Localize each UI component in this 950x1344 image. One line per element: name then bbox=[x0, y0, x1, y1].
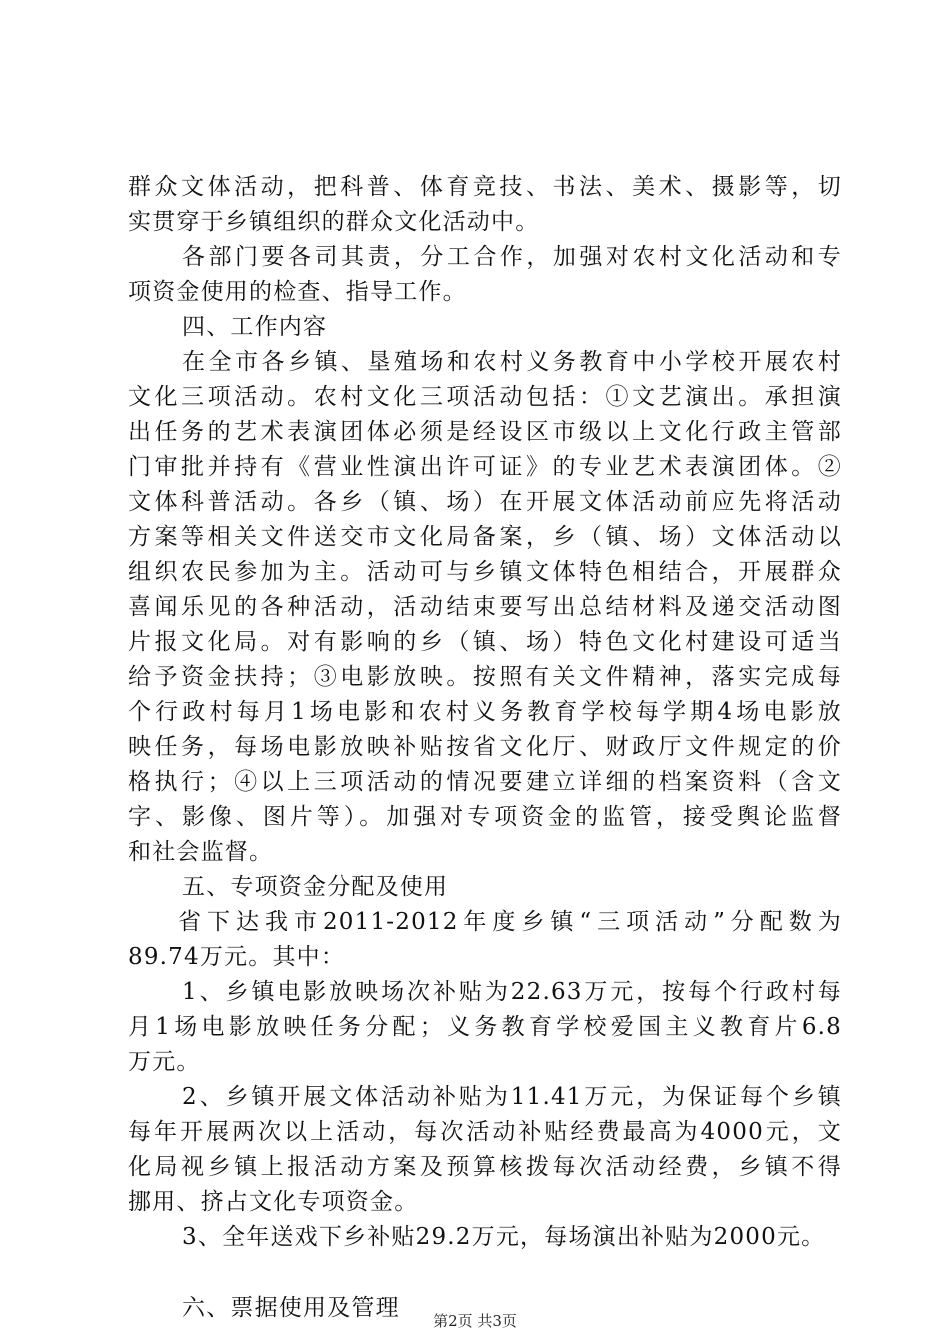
paragraph-line: 每年开展两次以上活动，每次活动补贴经费最高为4000元，文 bbox=[128, 1119, 842, 1145]
document-body bbox=[128, 170, 842, 1326]
paragraph-line: 格执行；④以上三项活动的情况要建立详细的档案资料（含文 bbox=[128, 769, 842, 795]
paragraph-line: 文化三项活动。农村文化三项活动包括：①文艺演出。承担演 bbox=[128, 384, 842, 410]
paragraph-line: 各部门要各司其责，分工合作，加强对农村文化活动和专 bbox=[182, 244, 842, 270]
paragraph-line: 出任务的艺术表演团体必须是经设区市级以上文化行政主管部 bbox=[128, 419, 842, 445]
paragraph-line: 组织农民参加为主。活动可与乡镇文体特色相结合，开展群众 bbox=[128, 559, 842, 585]
section-heading-6: 六、票据使用及管理 bbox=[182, 1295, 400, 1321]
paragraph-line: 映任务，每场电影放映补贴按省文化厅、财政厅文件规定的价 bbox=[128, 734, 842, 760]
section-heading-4: 四、工作内容 bbox=[182, 314, 328, 340]
paragraph-line: 在全市各乡镇、垦殖场和农村义务教育中小学校开展农村 bbox=[182, 349, 842, 375]
paragraph-line: 省下达我市2011-2012年度乡镇“三项活动”分配数为 bbox=[178, 909, 842, 935]
paragraph-line: 给予资金扶持；③电影放映。按照有关文件精神，落实完成每 bbox=[128, 664, 842, 690]
paragraph-line: 3、全年送戏下乡补贴29.2万元，每场演出补贴为2000元。 bbox=[182, 1224, 826, 1250]
paragraph-line: 群众文体活动，把科普、体育竞技、书法、美术、摄影等，切 bbox=[128, 174, 842, 200]
paragraph-line: 个行政村每月1场电影和农村义务教育学校每学期4场电影放 bbox=[128, 699, 842, 725]
paragraph-line: 字、影像、图片等）。加强对专项资金的监管，接受舆论监督 bbox=[128, 804, 842, 830]
paragraph-line: 1、乡镇电影放映场次补贴为22.63万元，按每个行政村每 bbox=[182, 979, 842, 1005]
paragraph-line: 月1场电影放映任务分配；义务教育学校爱国主义教育片6.8 bbox=[128, 1014, 842, 1040]
paragraph-line: 文体科普活动。各乡（镇、场）在开展文体活动前应先将活动 bbox=[128, 489, 842, 515]
paragraph-line: 喜闻乐见的各种活动，活动结束要写出总结材料及递交活动图 bbox=[128, 594, 842, 620]
paragraph-line: 片报文化局。对有影响的乡（镇、场）特色文化村建设可适当 bbox=[128, 629, 842, 655]
paragraph-line: 项资金使用的检查、指导工作。 bbox=[128, 279, 467, 305]
paragraph-line: 和社会监督。 bbox=[128, 839, 274, 865]
paragraph-line: 实贯穿于乡镇组织的群众文化活动中。 bbox=[128, 209, 540, 235]
page-number-footer: 第2页 共3页 bbox=[433, 1312, 517, 1330]
blank-line bbox=[128, 1255, 842, 1291]
paragraph-line: 化局视乡镇上报活动方案及预算核拨每次活动经费，乡镇不得 bbox=[128, 1154, 842, 1180]
paragraph-line: 挪用、挤占文化专项资金。 bbox=[128, 1189, 419, 1215]
paragraph-line: 2、乡镇开展文体活动补贴为11.41万元，为保证每个乡镇 bbox=[182, 1084, 842, 1110]
paragraph-line: 方案等相关文件送交市文化局备案，乡（镇、场）文体活动以 bbox=[128, 524, 842, 550]
paragraph-line: 万元。 bbox=[128, 1049, 201, 1075]
section-heading-5: 五、专项资金分配及使用 bbox=[182, 874, 449, 900]
paragraph-line: 89.74万元。其中： bbox=[128, 944, 346, 970]
paragraph-line: 门审批并持有《营业性演出许可证》的专业艺术表演团体。② bbox=[128, 454, 842, 480]
